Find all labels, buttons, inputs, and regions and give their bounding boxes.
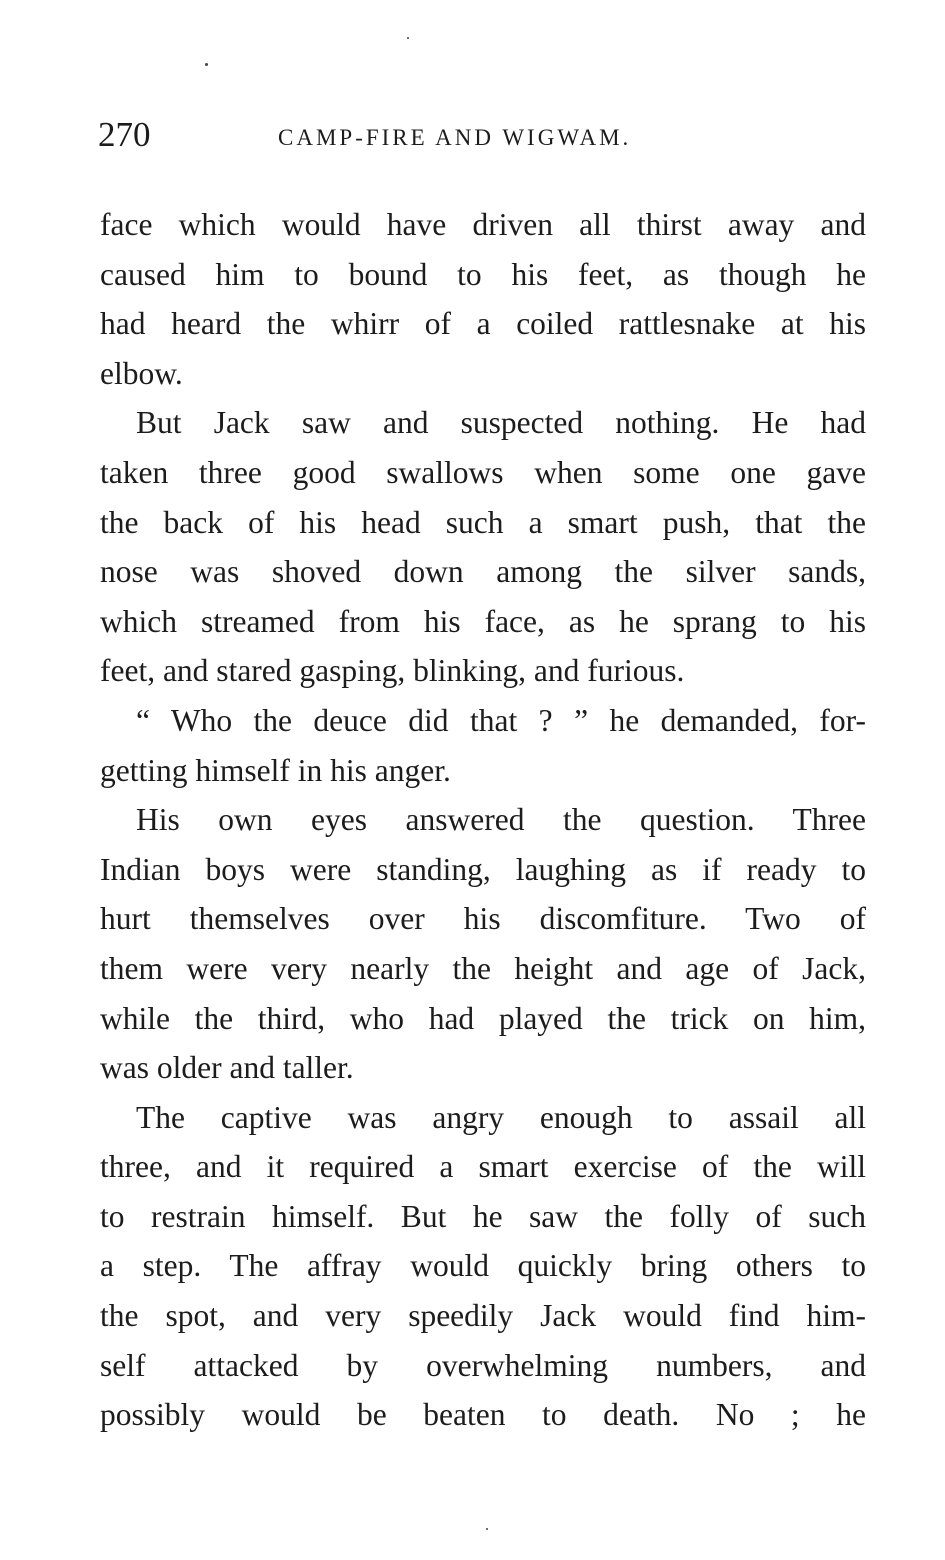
text-line: a step. The affray would quickly bring others to	[100, 1248, 866, 1284]
ink-speck	[486, 1528, 488, 1530]
ink-speck	[407, 37, 409, 39]
text-line: elbow.	[100, 355, 183, 391]
text-line: hurt themselves over his discomfiture. Two of	[100, 901, 866, 937]
paragraph	[100, 398, 866, 696]
text-line: “ Who the deuce did that ? ” he demanded, for-	[136, 702, 866, 738]
text-line: while the third, who had played the trick on him,	[100, 1000, 866, 1036]
text-line: possibly would be beaten to death. No ; he	[100, 1397, 866, 1433]
text-line: was older and taller.	[100, 1050, 354, 1086]
paragraph	[100, 1093, 866, 1440]
body-text	[100, 200, 866, 1440]
text-line: to restrain himself. But he saw the folly of such	[100, 1198, 866, 1234]
paragraph	[100, 696, 866, 795]
running-head: CAMP-FIRE AND WIGWAM.	[278, 125, 632, 150]
text-line: self attacked by overwhelming numbers, and	[100, 1347, 866, 1383]
ink-speck	[205, 63, 208, 66]
text-line: the spot, and very speedily Jack would find him-	[100, 1298, 866, 1334]
text-line: taken three good swallows when some one gave	[100, 454, 866, 490]
text-line: had heard the whirr of a coiled rattlesnake at his	[100, 306, 866, 342]
text-line: getting himself in his anger.	[100, 752, 451, 788]
text-line: the back of his head such a smart push, that the	[100, 504, 866, 540]
text-line: But Jack saw and suspected nothing. He had	[136, 405, 866, 441]
text-line: The captive was angry enough to assail all	[136, 1099, 866, 1135]
page-header	[98, 112, 858, 162]
text-line: nose was shoved down among the silver sands,	[100, 554, 866, 590]
text-line: feet, and stared gasping, blinking, and furious.	[100, 653, 685, 689]
text-line: caused him to bound to his feet, as though he	[100, 256, 866, 292]
page-number: 270	[98, 115, 151, 154]
paragraph	[100, 200, 866, 398]
text-line: which streamed from his face, as he sprang to his	[100, 603, 866, 639]
text-line: His own eyes answered the question. Three	[136, 802, 866, 838]
text-line: Indian boys were standing, laughing as if ready to	[100, 851, 866, 887]
text-line: face which would have driven all thirst away and	[100, 207, 866, 242]
text-line: three, and it required a smart exercise of the will	[100, 1149, 866, 1185]
text-line: them were very nearly the height and age of Jack,	[100, 950, 866, 986]
paragraph	[100, 795, 866, 1093]
